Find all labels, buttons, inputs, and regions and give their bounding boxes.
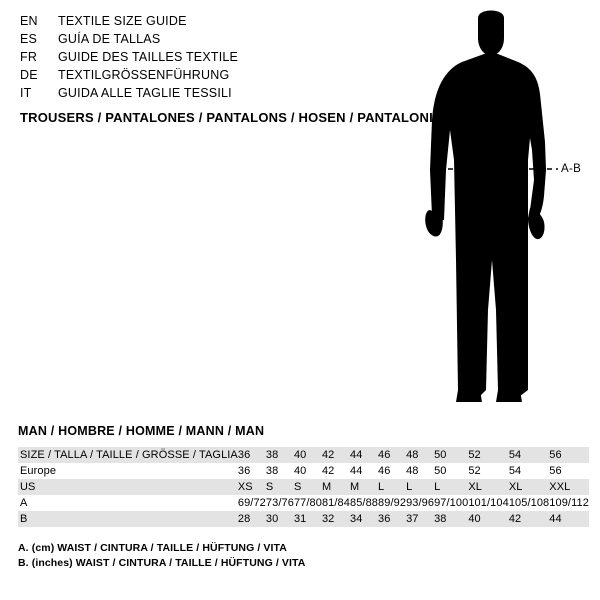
measure-label-ab: A-B: [561, 163, 582, 175]
table-header-cell: 42: [321, 449, 335, 461]
table-header-cell: 56: [549, 449, 562, 461]
language-code: FR: [20, 50, 38, 64]
table-cell: S: [293, 481, 302, 493]
table-cell: 31: [293, 513, 307, 525]
table-cell: M: [321, 481, 332, 493]
table-header-cell: 44: [350, 449, 363, 461]
table-cell: 77/80: [293, 497, 322, 509]
row-label: B: [20, 513, 28, 525]
table-header-cell: 38: [265, 449, 279, 461]
footnote-b: B. (inches) WAIST / CINTURA / TAILLE / HÜFTUNG / VITA: [18, 557, 306, 569]
language-text: GUIDA ALLE TAGLIE TESSILI: [58, 86, 232, 100]
row-label: A: [20, 497, 28, 509]
language-text: GUIDE DES TAILLES TEXTILE: [58, 50, 239, 64]
table-cell: M: [350, 481, 360, 493]
table-cell: 34: [350, 513, 363, 525]
trousers-figure: [400, 10, 600, 410]
language-list: [20, 14, 400, 104]
table-cell: 89/92: [378, 497, 407, 509]
table-cell: 46: [378, 465, 391, 477]
footnotes: [18, 541, 584, 571]
table-cell: 32: [321, 513, 335, 525]
table-cell: 40: [468, 513, 481, 525]
language-text: TEXTILE SIZE GUIDE: [58, 14, 187, 28]
table-header-cell: 36: [237, 449, 251, 461]
row-label: Europe: [20, 465, 57, 477]
table-header-cell: 54: [508, 449, 522, 461]
table-row: [18, 479, 589, 495]
table-cell: XS: [237, 481, 253, 493]
table-cell: 42: [508, 513, 522, 525]
table-cell: 52: [468, 465, 481, 477]
table-cell: 54: [508, 465, 522, 477]
language-row: [20, 14, 400, 32]
table-title: MAN / HOMBRE / HOMME / MANN / MAN: [18, 424, 265, 438]
table-cell: 101/104: [468, 497, 509, 509]
language-text: TEXTILGRÖSSENFÜHRUNG: [58, 68, 230, 82]
table-cell: 36: [378, 513, 391, 525]
table-cell: XXL: [549, 481, 571, 493]
language-text: GUÍA DE TALLAS: [58, 32, 161, 46]
table-cell: 36: [237, 465, 251, 477]
table-cell: 73/76: [265, 497, 294, 509]
table-cell: 37: [406, 513, 419, 525]
table-cell: 42: [321, 465, 335, 477]
table-cell: 44: [549, 513, 562, 525]
table-row: [18, 463, 589, 479]
language-code: EN: [20, 14, 38, 28]
section-title: TROUSERS / PANTALONES / PANTALONS / HOSEN / PANTALONI: [20, 110, 433, 125]
table-header-cell: 52: [468, 449, 481, 461]
table-cell: 40: [293, 465, 307, 477]
table-header-cell: 48: [406, 449, 419, 461]
table-cell: XL: [508, 481, 523, 493]
table-row: [18, 511, 589, 527]
table-cell: 97/100: [434, 497, 469, 509]
language-row: [20, 32, 400, 50]
language-code: ES: [20, 32, 38, 46]
table-header-cell: 50: [434, 449, 447, 461]
table-cell: 30: [265, 513, 279, 525]
table-cell: 56: [549, 465, 562, 477]
table-cell: L: [434, 481, 441, 493]
table-cell: 81/84: [321, 497, 350, 509]
table-cell: 38: [434, 513, 447, 525]
table-cell: 105/108: [508, 497, 550, 509]
table-cell: 109/112: [549, 497, 589, 509]
table-header-cell: 46: [378, 449, 391, 461]
table-cell: 28: [237, 513, 251, 525]
language-code: DE: [20, 68, 38, 82]
table-cell: S: [265, 481, 274, 493]
table-cell: XL: [468, 481, 482, 493]
table-cell: 93/96: [406, 497, 435, 509]
table-cell: 44: [350, 465, 363, 477]
table-cell: L: [378, 481, 385, 493]
language-row: [20, 68, 400, 86]
man-silhouette-icon: [400, 10, 600, 410]
table-cell: 85/88: [350, 497, 379, 509]
footnote-a: A. (cm) WAIST / CINTURA / TAILLE / HÜFTUNG / VITA: [18, 542, 287, 554]
table-cell: L: [406, 481, 413, 493]
table-cell: 38: [265, 465, 279, 477]
language-row: [20, 50, 400, 68]
table-header-cell: 40: [293, 449, 307, 461]
language-row: [20, 86, 400, 104]
row-label: US: [20, 481, 36, 493]
size-table: [18, 447, 589, 527]
table-cell: 69/72: [237, 497, 266, 509]
language-code: IT: [20, 86, 32, 100]
size-table-section: [18, 424, 589, 571]
table-header-row: [18, 447, 589, 463]
table-cell: 48: [406, 465, 419, 477]
table-cell: 50: [434, 465, 447, 477]
table-header-label: SIZE / TALLA / TAILLE / GRÖSSE / TAGLIA: [20, 449, 238, 461]
table-row: [18, 495, 589, 511]
